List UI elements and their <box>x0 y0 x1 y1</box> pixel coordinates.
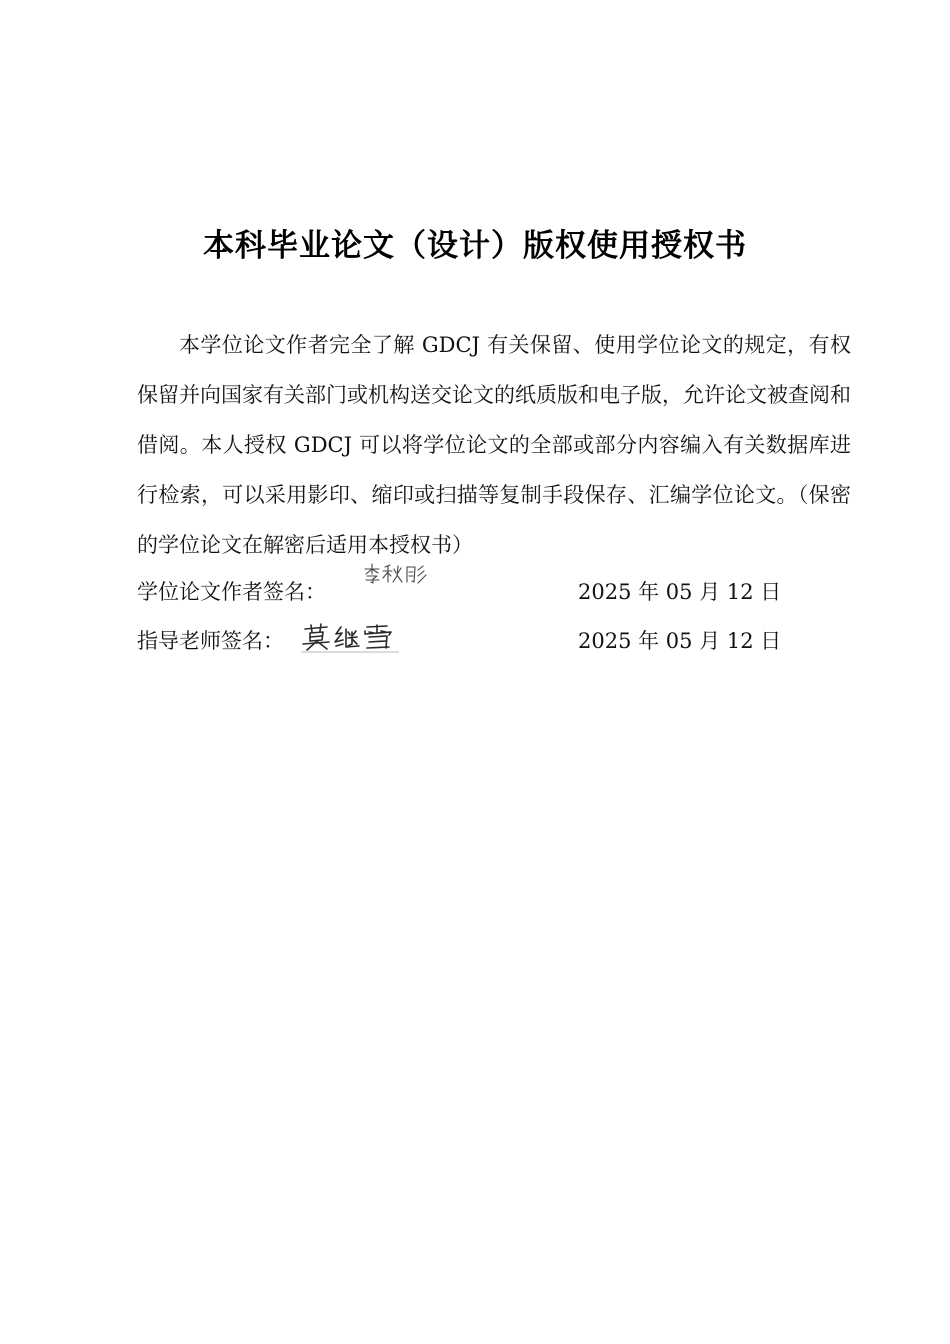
author-signature-row <box>137 570 851 614</box>
advisor-signature-row <box>137 619 851 663</box>
advisor-signature-label: 指导老师签名： <box>137 629 284 653</box>
document-title: 本科毕业论文（设计）版权使用授权书 <box>203 228 747 264</box>
advisor-signature-date: 2025 年 05 月 12 日 <box>578 629 782 653</box>
author-signature-label: 学位论文作者签名： <box>137 580 326 604</box>
advisor-handwritten-signature <box>301 623 401 653</box>
author-signature-date: 2025 年 05 月 12 日 <box>578 580 782 604</box>
authorization-paragraph: 本学位论文作者完全了解 GDCJ 有关保留、使用学位论文的规定，有权保留并向国家有关部门或机构送交论文的纸质版和电子版，允许论文被查阅和借阅。本人授权 GDCJ 可以将学位论文的全部或部分内容编入有关数据库进行检索，可以采用影印、缩印或扫描等复制手段保存、汇编学位论文。（保密的学位论文在解密后适用本授权书） <box>137 333 851 557</box>
author-handwritten-signature <box>363 562 429 586</box>
